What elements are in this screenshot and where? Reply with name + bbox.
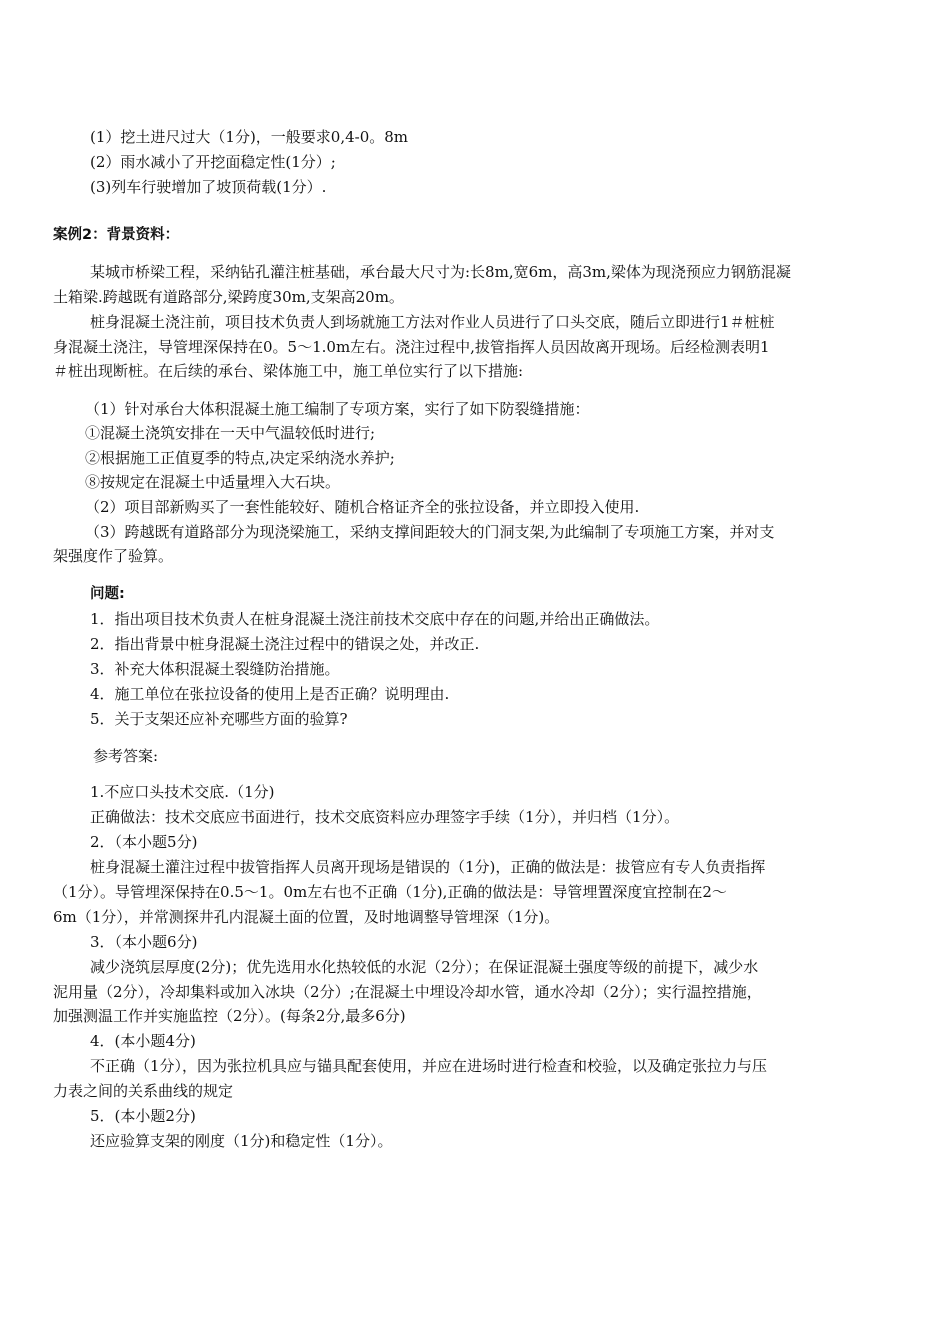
answer-line: 5．(本小题2分) — [90, 1107, 196, 1125]
answer-line: （1分）。导管埋深保持在0.5～1。0m左右也不正确（1分),正确的做法是：导管埋置深度宜控制在2～ — [53, 883, 727, 901]
background-line: 桩身混凝土浇注前，项目技术负责人到场就施工方法对作业人员进行了口头交底，随后立即进行1＃桩桩 — [90, 313, 775, 331]
answer-line: 泥用量（2分），冷却集料或加入冰块（2分）;在混凝土中埋设冷却水管，通水冷却（2分）；实行温控措施， — [53, 983, 762, 1001]
question-item: 3．补充大体积混凝土裂缝防治措施。 — [90, 660, 340, 678]
answer-line: 3．（本小题6分) — [90, 933, 198, 951]
measure-line: （3）跨越既有道路部分为现浇梁施工，采纳支撑间距较大的门洞支架,为此编制了专项施工方案，并对支 — [85, 523, 775, 541]
answer-line: 加强测温工作并实施监控（2分）。(每条2分,最多6分) — [53, 1007, 406, 1025]
answer-line: 4．(本小题4分) — [90, 1032, 196, 1050]
answer-line: 正确做法：技术交底应书面进行，技术交底资料应办理签字手续（1分），并归档（1分）。 — [90, 808, 680, 826]
question-item: 2．指出背景中桩身混凝土浇注过程中的错误之处，并改正. — [90, 635, 480, 653]
background-line: 土箱梁.跨越既有道路部分,梁跨度30m,支架高20m。 — [53, 288, 404, 306]
answer-line: 不正确（1分），因为张拉机具应与锚具配套使用，并应在进场时进行检查和校验，以及确定张拉力与压 — [90, 1057, 768, 1075]
measure-line: ①混凝土浇筑安排在一天中气温较低时进行; — [85, 424, 376, 442]
answer-line: 还应验算支架的刚度（1分)和稳定性（1分）。 — [90, 1132, 393, 1150]
answer-line: 减少浇筑层厚度(2分)；优先选用水化热较低的水泥（2分）；在保证混凝土强度等级的前提下，减少水 — [90, 958, 759, 976]
answer-line: 6m（1分），并常测探井孔内混凝土面的位置，及时地调整导管埋深（1分)。 — [53, 908, 560, 926]
measure-line: 架强度作了验算。 — [53, 547, 174, 565]
answer-line: 力表之间的关系曲线的规定 — [53, 1082, 234, 1100]
answer-line: 1.不应口头技术交底.（1分) — [90, 783, 275, 801]
answers-heading: 参考答案: — [93, 747, 159, 765]
measure-line: ⑧按规定在混凝土中适量埋入大石块。 — [85, 473, 341, 491]
measure-line: ②根据施工正值夏季的特点,决定采纳浇水养护; — [85, 449, 395, 467]
question-item: 5．关于支架还应补充哪些方面的验算? — [90, 710, 348, 728]
measure-line: （1）针对承台大体积混凝土施工编制了专项方案，实行了如下防裂缝措施： — [85, 400, 590, 418]
case-heading: 案例2：背景资料： — [53, 227, 180, 243]
answer-line: 桩身混凝土灌注过程中拔管指挥人员离开现场是错误的（1分)，正确的做法是：拔管应有专人负责指挥 — [90, 858, 766, 876]
background-line: ＃桩出现断桩。在后续的承台、梁体施工中，施工单位实行了以下措施: — [53, 362, 524, 380]
measure-line: （2）项目部新购买了一套性能较好、随机合格证齐全的张拉设备，并立即投入使用. — [85, 498, 640, 516]
question-item: 1．指出项目技术负责人在桩身混凝土浇注前技术交底中存在的问题,并给出正确做法。 — [90, 610, 660, 628]
background-line: 某城市桥梁工程，采纳钻孔灌注桩基础，承台最大尺寸为:长8m,宽6m，高3m,梁体为现浇预应力钢筋混凝 — [90, 263, 791, 281]
background-line: 身混凝土浇注，导管埋深保持在0。5～1.0m左右。浇注过程中,拔管指挥人员因故离开现场。后经检测表明1 — [53, 338, 770, 356]
prev-answer-line: (3)列车行驶增加了坡顶荷载(1分）. — [90, 178, 327, 196]
prev-answer-line: (1）挖土进尺过大（1分)，一般要求0,4-0。8m — [90, 128, 409, 146]
question-item: 4．施工单位在张拉设备的使用上是否正确？说明理由. — [90, 685, 450, 703]
prev-answer-line: (2）雨水减小了开挖面稳定性(1分）; — [90, 153, 336, 171]
questions-heading: 问题: — [90, 586, 125, 602]
answer-line: 2．（本小题5分) — [90, 833, 198, 851]
